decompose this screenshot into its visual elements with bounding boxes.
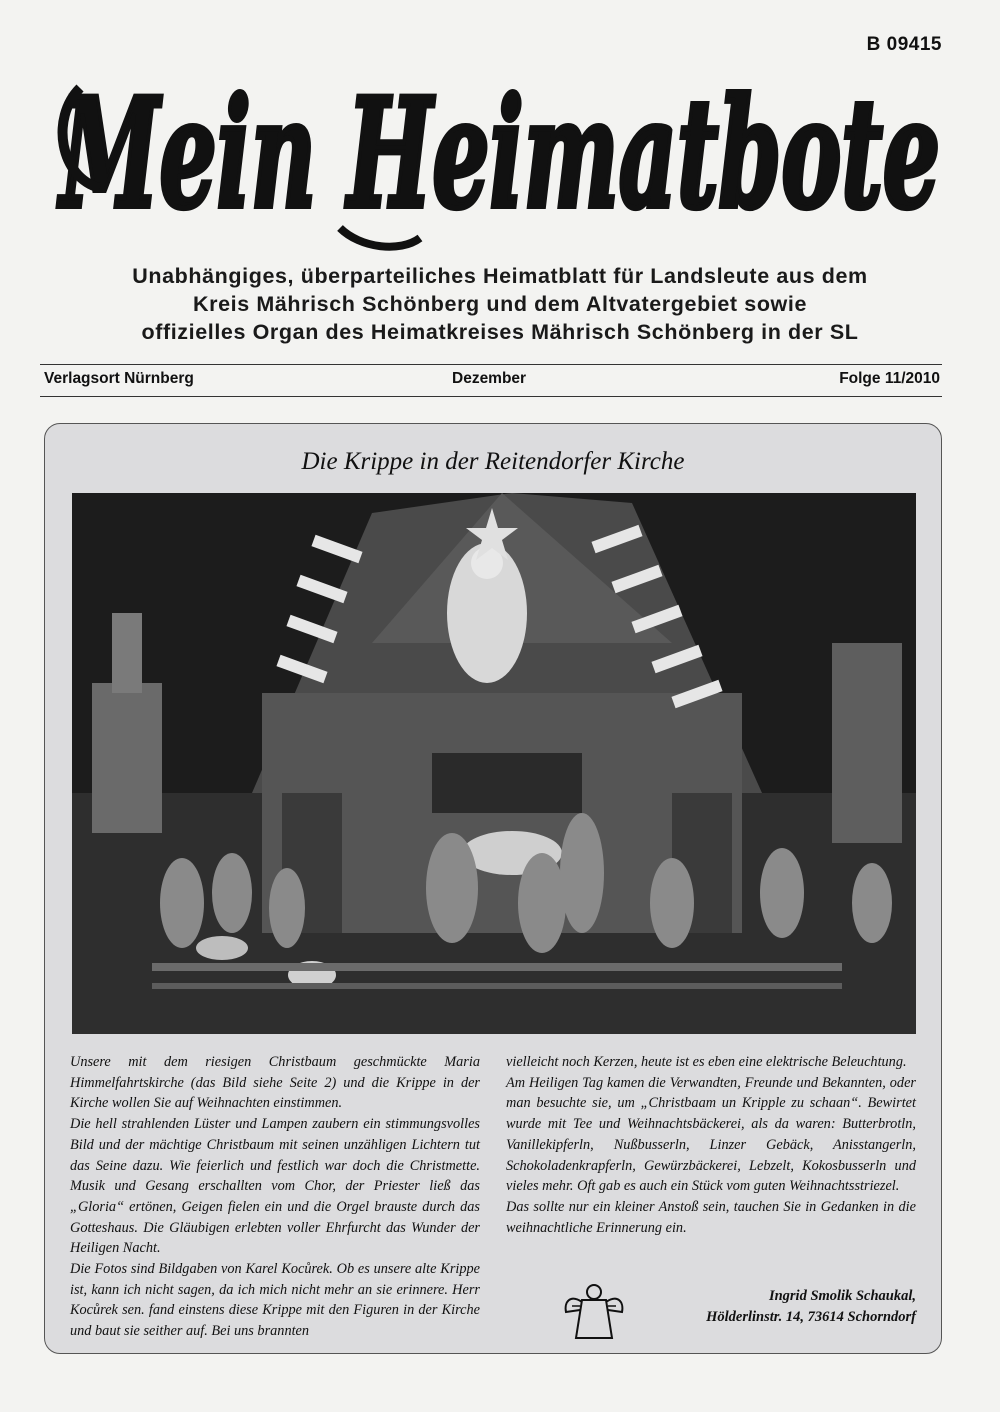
- article-signature: [640, 1286, 916, 1328]
- svg-text:Mein Heimatbote: Mein Heimatbote: [57, 66, 941, 242]
- article-paragraph: Unsere mit dem riesigen Christbaum geschmückte Maria Himmelfahrtskirche (das Bild siehe Seite 2) und die Krippe in der Kirche wollen Sie auf Weihnachten einstimmen.: [70, 1054, 480, 1112]
- article-paragraph: Die hell strahlenden Lüster und Lampen zaubern ein stimmungsvolles Bild und der mächtige Christbaum mit seinen unzähligen Lichtern tut das Seine dazu. Wie feierlich und festlich war doch die Christmette. Musik und Gesang erschallten vom Chor, der Priester ließ das „Gloria“ ertönen, Geigen fielen ein und die Orgel brauste durch das Gotteshaus. Die Gläubigen erlebten voller Ehrfurcht das Wunder der Heiligen Nacht.: [70, 1116, 480, 1257]
- article-paragraph: Das sollte nur ein kleiner Anstoß sein, tauchen Sie in Gedanken in die weihnachtliche Erinnerung ein.: [506, 1198, 916, 1236]
- divider-bottom: [40, 396, 942, 397]
- article-column-right: [506, 1052, 916, 1238]
- subtitle-line: Unabhängiges, überparteiliches Heimatblatt für Landsleute aus dem: [132, 264, 868, 288]
- publication-code: B 09415: [866, 34, 942, 55]
- article-paragraph: Am Heiligen Tag kamen die Verwandten, Freunde und Bekannten, oder man besuchte sie, um „Christbaam un Kripple zu schaan“. Bewirtet wurde mit Tee und Weihnachtsbäckerei, als da waren: Butterbrotln, Vanillekipferln, Nußbusserln, Linzer Gebäck, Anisstangerln, Schokoladenkrapferln, Gewürzbäckerei, Lebzelt, Kokosbusserln und vieles mehr. Oft gab es auch ein Stück vom guten Weihnachtsstriezel.: [506, 1074, 916, 1195]
- article-paragraph: vielleicht noch Kerzen, heute ist es eben eine elektrische Beleuchtung.: [506, 1054, 907, 1070]
- publication-place: Verlagsort Nürnberg: [44, 370, 194, 387]
- subtitle-line: Kreis Mährisch Schönberg und dem Altvatergebiet sowie: [192, 292, 808, 316]
- author-name: Ingrid Smolik Schaukal,: [768, 1288, 916, 1304]
- article-paragraph: Die Fotos sind Bildgaben von Karel Kocůrek. Ob es unsere alte Krippe ist, kann ich nicht sagen, da ich mich nicht mehr an sie erinnere. Herr Kocůrek sen. fand einstens diese Krippe mit den Figuren in der Kirche und baut sie seither auf. Bei uns brannten: [70, 1261, 480, 1340]
- masthead-subtitle: [40, 262, 960, 346]
- author-address: Hölderlinstr. 14, 73614 Schorndorf: [706, 1309, 916, 1325]
- angel-icon: [562, 1280, 626, 1340]
- nativity-scene-photo: [72, 493, 916, 1034]
- article-column-left: [70, 1052, 480, 1342]
- masthead-logo: [40, 28, 960, 258]
- issue-number: Folge 11/2010: [839, 370, 940, 387]
- subtitle-line: offizielles Organ des Heimatkreises Mährisch Schönberg in der SL: [141, 320, 859, 344]
- issue-month: Dezember: [452, 370, 527, 387]
- article-headline: Die Krippe in der Reitendorfer Kirche: [301, 448, 685, 475]
- divider-top: [40, 364, 942, 365]
